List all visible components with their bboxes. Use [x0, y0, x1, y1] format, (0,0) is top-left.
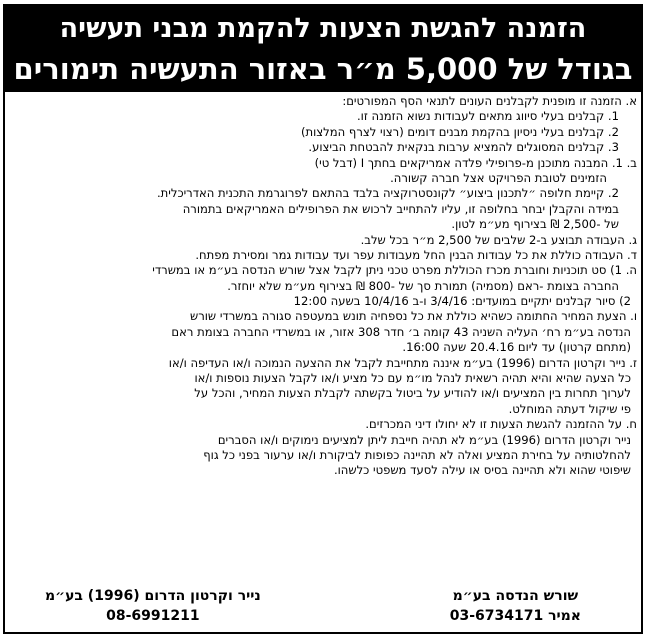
notice-header — [5, 6, 641, 92]
section-e-item-2: 2) סיור קבלנים יתקיים במועדים: 3/4/16 ו-ב 10/4/16 בשעה 12:00 — [293, 294, 631, 309]
section-g: ז. נייר וקרטון הדרום (1996) בע״מ איננה מתחייבת לקבל את ההצעה הנמוכה ו/או העדיפה ו/או — [168, 355, 637, 370]
section-f-cont1: הנדסה בע״מ רח׳ העליה השניה 43 קומה ב׳ חדר 308 אזור, או במשרדי החברה בצומת ראם — [171, 324, 631, 339]
notice-frame — [3, 4, 643, 634]
section-b-item-2-cont2: של -2,500 ₪ בצירוף מע״מ לטון. — [451, 217, 619, 232]
section-g-cont2: לערוך תחרות בין המציעים ו/או להודיע על ביטול בקשתה לקבלת הצעות המחיר, והכל על — [194, 386, 631, 401]
section-h-cont3: שיפוטי שהוא ולא תהיינה בסיס או עילה לסעד משפטי כלשהו. — [333, 463, 631, 478]
header-title-line1: הזמנה להגשת הצעות להקמת מבני תעשיה — [59, 13, 587, 44]
section-b-item-2-cont1: במידה והקבלן יבחר בחלופה זו, עליו להתחייב לרכוש את הפרופילים האמריקאים בתמורה — [182, 201, 619, 216]
section-h-cont1: נייר וקרטון הדרום (1996) בע״מ לא תהיה חייבת ליתן למציעים נימוקים ו/או הסברים — [217, 432, 631, 447]
section-e-item-1: ה. 1) סט תוכניות וחוברת מכרז הכוללת מפרט טכני ניתן לקבל אצל שורש הנדסה בע״מ או במשרדי — [152, 263, 637, 278]
section-e-item-1-cont: החברה בצומת -ראם (מסמיה) תמורת סך של -800 ₪ בצירוף מע״מ שלא יוחזר. — [227, 278, 619, 293]
signature-footer — [5, 586, 641, 628]
signatory-right-contact: אמיר 03-6734171 — [449, 608, 581, 624]
section-d: ד. העבודה כוללת את כל עבודות הבנין החל מעבודות עפר ועד עבודות גמר ומסירת מפתח. — [195, 247, 637, 262]
header-title-line2: בגודל של 5,000 מ״ר באזור התעשיה תימורים — [13, 52, 633, 86]
section-h-cont2: להחלטותיה על בחירת המציע ואלה לא תהיינה כפופות לביקורת ו/או ערעור בפני כל גוף — [203, 447, 631, 462]
section-a-item-1: 1. קבלנים בעלי סיווג מתאים לעבודות נשוא הזמנה זו. — [356, 109, 619, 124]
section-h: ח. על ההזמנה להגשת הצעות זו לא יחולו דיני המכרזים. — [365, 417, 637, 432]
signatory-right — [450, 586, 581, 626]
signatory-left — [45, 586, 261, 626]
section-f-cont2: (מתחם קרטון) עד ליום 20.4.16 שעה 16:00. — [402, 340, 631, 355]
signatory-left-contact: 08-6991211 — [106, 608, 200, 624]
signatory-left-name: נייר וקרטון הדרום (1996) בע״מ — [45, 588, 261, 604]
section-a-item-3: 3. קבלנים המסוגלים להמציא ערבות בנקאית להבטחת הביצוע. — [308, 140, 619, 155]
section-b-item-2: 2. קיימת חלופה ״לתכנון ביצוע״ לקונסטרוקציה בלבד בהתאם לפרוגרמת התכנית האדריכלית. — [156, 186, 619, 201]
notice-body — [9, 94, 637, 479]
section-g-cont1: כל הצעה שהיא והיא תהיה רשאית לנהל מו״מ עם כל מציע ו/או לקבל הצעות נוספות ו/או — [194, 371, 631, 386]
section-b-item-1-cont: הזמינים לטובת הפרויקט אצל חברה קשורה. — [390, 170, 607, 185]
section-c: ג. העבודה תבוצע ב-2 שלבים של 2,500 מ״ר בכל שלב. — [360, 232, 637, 247]
signatory-right-name: שורש הנדסה בע״מ — [452, 588, 579, 604]
section-a-item-2: 2. קבלנים בעלי ניסיון בהקמת מבנים דומים (רצוי לצרף המלצות) — [301, 124, 619, 139]
section-f: ו. הצעת המחיר החתומה כשהיא כוללת את כל נספחיה תונש במעטפה סגורה במשרדי שורש — [190, 309, 637, 324]
section-b-item-1: ב. 1. המבנה מתוכנן מ-פרופילי פלדה אמריקאים בחתך I (דבל טי) — [314, 155, 637, 170]
section-a-intro: א. הזמנה זו מופנית לקבלנים העונים לתנאי הסף המפורטים: — [342, 94, 637, 108]
section-g-cont3: פי שיקול דעתה המוחלט. — [508, 401, 631, 416]
